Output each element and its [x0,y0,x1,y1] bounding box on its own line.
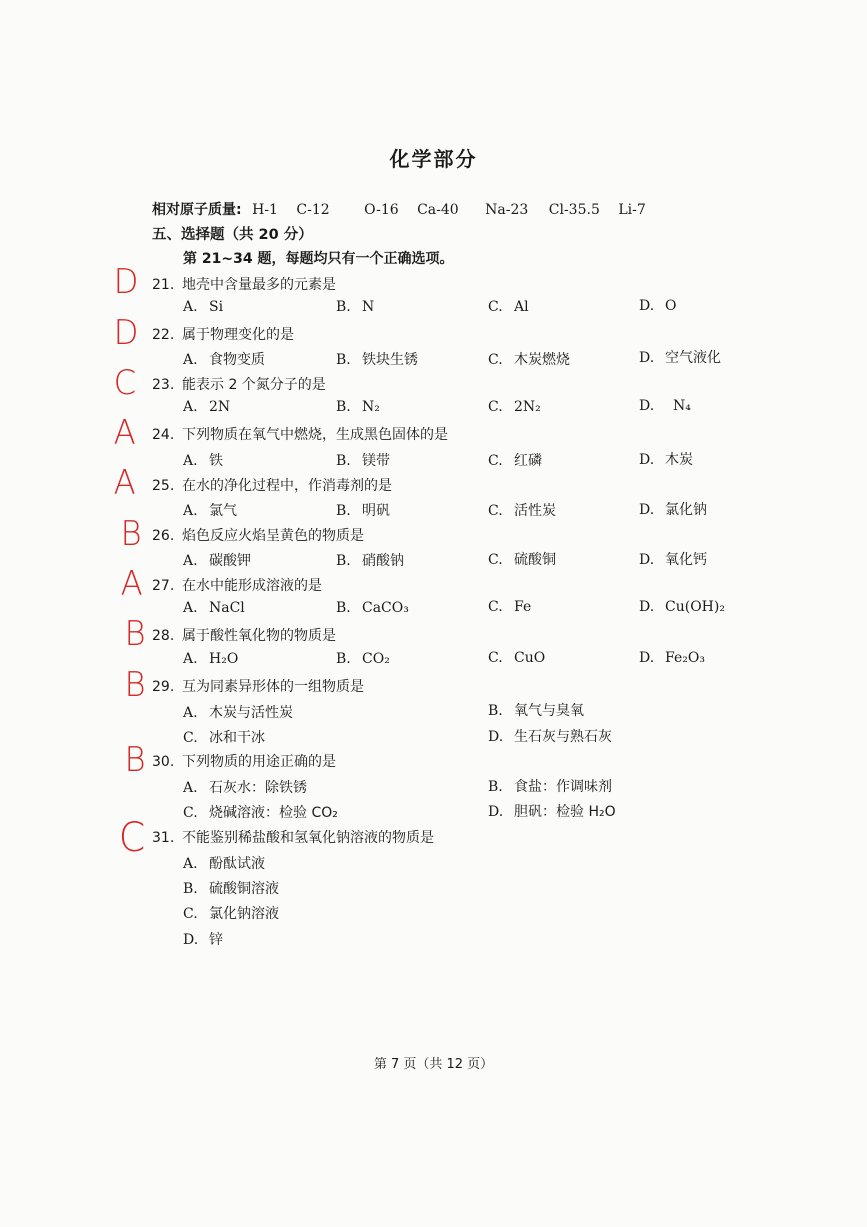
option: D. 木炭 [639,452,693,468]
option: D. Fe₂O₃ [639,650,705,666]
question [152,525,364,545]
option: A. 木炭与活性炭 [183,705,293,721]
handwritten-answer: D [113,262,139,302]
option: C. 冰和干冰 [183,730,265,746]
option: C. Fe [488,599,532,615]
question [152,324,294,344]
option: B. N [336,299,375,315]
option: B. 硝酸钠 [336,553,404,569]
option: C. 木炭燃烧 [488,352,570,368]
question-text: 下列物质在氧气中燃烧，生成黑色固体的是 [182,427,448,443]
option: A. NaCl [183,600,245,616]
question [152,374,326,394]
question [152,751,336,771]
option: D. 氯化钠 [639,502,707,518]
option: A. 酚酞试液 [183,856,265,872]
option: C. 硫酸铜 [488,552,556,568]
question-text: 在水的净化过程中，作消毒剂的是 [182,478,392,494]
atomic-mass-o: O-16 [364,202,399,218]
option: D. 胆矾：检验 H₂O [488,804,616,820]
option: B. 镁带 [336,453,390,469]
atomic-mass-li: Li-7 [618,202,646,218]
question [152,676,364,696]
option: D. O [639,298,677,314]
option: A. Si [183,299,224,315]
option: B. 铁块生锈 [336,352,418,368]
atomic-mass-h: H-1 [252,202,278,218]
question [152,827,434,847]
question-number: 28. [152,628,175,644]
handwritten-answer: B [124,740,146,780]
option: A. H₂O [183,651,239,667]
atomic-mass-c: C-12 [296,202,330,218]
option: D. 锌 [183,932,223,948]
question [152,575,322,595]
option: A. 石灰水：除铁锈 [183,780,307,796]
question-number: 25. [152,478,175,494]
option: A. 铁 [183,453,223,469]
option: C. CuO [488,650,546,666]
handwritten-answer: A [120,564,143,604]
question [152,424,448,444]
atomic-mass-ca: Ca-40 [417,202,459,218]
question-text: 下列物质的用途正确的是 [182,754,336,770]
question-text: 属于物理变化的是 [182,327,294,343]
section-instruction: 第 21~34 题，每题均只有一个正确选项。 [183,251,454,267]
question-text: 能表示 2 个氮分子的是 [182,377,326,393]
option: C. Al [488,299,529,315]
question [152,475,392,495]
question-text: 不能鉴别稀盐酸和氢氧化钠溶液的物质是 [182,830,434,846]
option: B. N₂ [336,399,380,415]
option: B. 氧气与臭氧 [488,703,584,719]
question-number: 31. [152,830,175,846]
option: A. 氯气 [183,503,237,519]
question [152,625,336,645]
question-text: 焰色反应火焰呈黄色的物质是 [182,528,364,544]
question-number: 30. [152,754,175,770]
handwritten-answer: D [113,313,139,353]
handwritten-answer: B [120,514,142,554]
atomic-mass-na: Na-23 [485,202,529,218]
option: A. 2N [183,399,231,415]
option: D. 氧化钙 [639,552,707,568]
option: D. Cu(OH)₂ [639,599,725,615]
question-number: 21. [152,277,175,293]
handwritten-answer: B [124,665,146,705]
handwritten-answer: A [113,463,136,503]
option: C. 氯化钠溶液 [183,906,279,922]
question-number: 23. [152,377,175,393]
option: D. 生石灰与熟石灰 [488,729,612,745]
question-text: 在水中能形成溶液的是 [182,578,322,594]
option: B. 明矾 [336,503,390,519]
option: C. 2N₂ [488,399,541,415]
option: B. 食盐：作调味剂 [488,779,612,795]
option: D. N₄ [639,398,691,414]
option: B. CO₂ [336,651,390,667]
question-text: 地壳中含量最多的元素是 [182,277,336,293]
atomic-mass-cl: Cl-35.5 [548,202,600,218]
handwritten-answer: C [118,815,146,861]
question-number: 26. [152,528,175,544]
page-footer: 第 7 页（共 12 页） [373,1057,494,1072]
option: B. CaCO₃ [336,600,409,616]
handwritten-answer: B [124,614,146,654]
option: B. 硫酸铜溶液 [183,881,279,897]
atomic-masses [152,199,660,219]
question-number: 29. [152,679,175,695]
question-text: 互为同素异形体的一组物质是 [182,679,364,695]
option: C. 烧碱溶液：检验 CO₂ [183,805,338,821]
section-heading: 五、选择题（共 20 分） [152,227,313,243]
handwritten-answer: C [113,363,137,403]
atomic-masses-label: 相对原子质量: [152,202,242,218]
option: A. 碳酸钾 [183,553,251,569]
option: D. 空气液化 [639,350,721,366]
option: C. 活性炭 [488,503,556,519]
handwritten-answer: A [113,413,136,453]
question-text: 属于酸性氧化物的物质是 [182,628,336,644]
question [152,274,336,294]
option: A. 食物变质 [183,352,265,368]
page-title: 化学部分 [389,147,478,171]
question-number: 22. [152,327,175,343]
option: C. 红磷 [488,453,542,469]
question-number: 27. [152,578,175,594]
question-number: 24. [152,427,175,443]
